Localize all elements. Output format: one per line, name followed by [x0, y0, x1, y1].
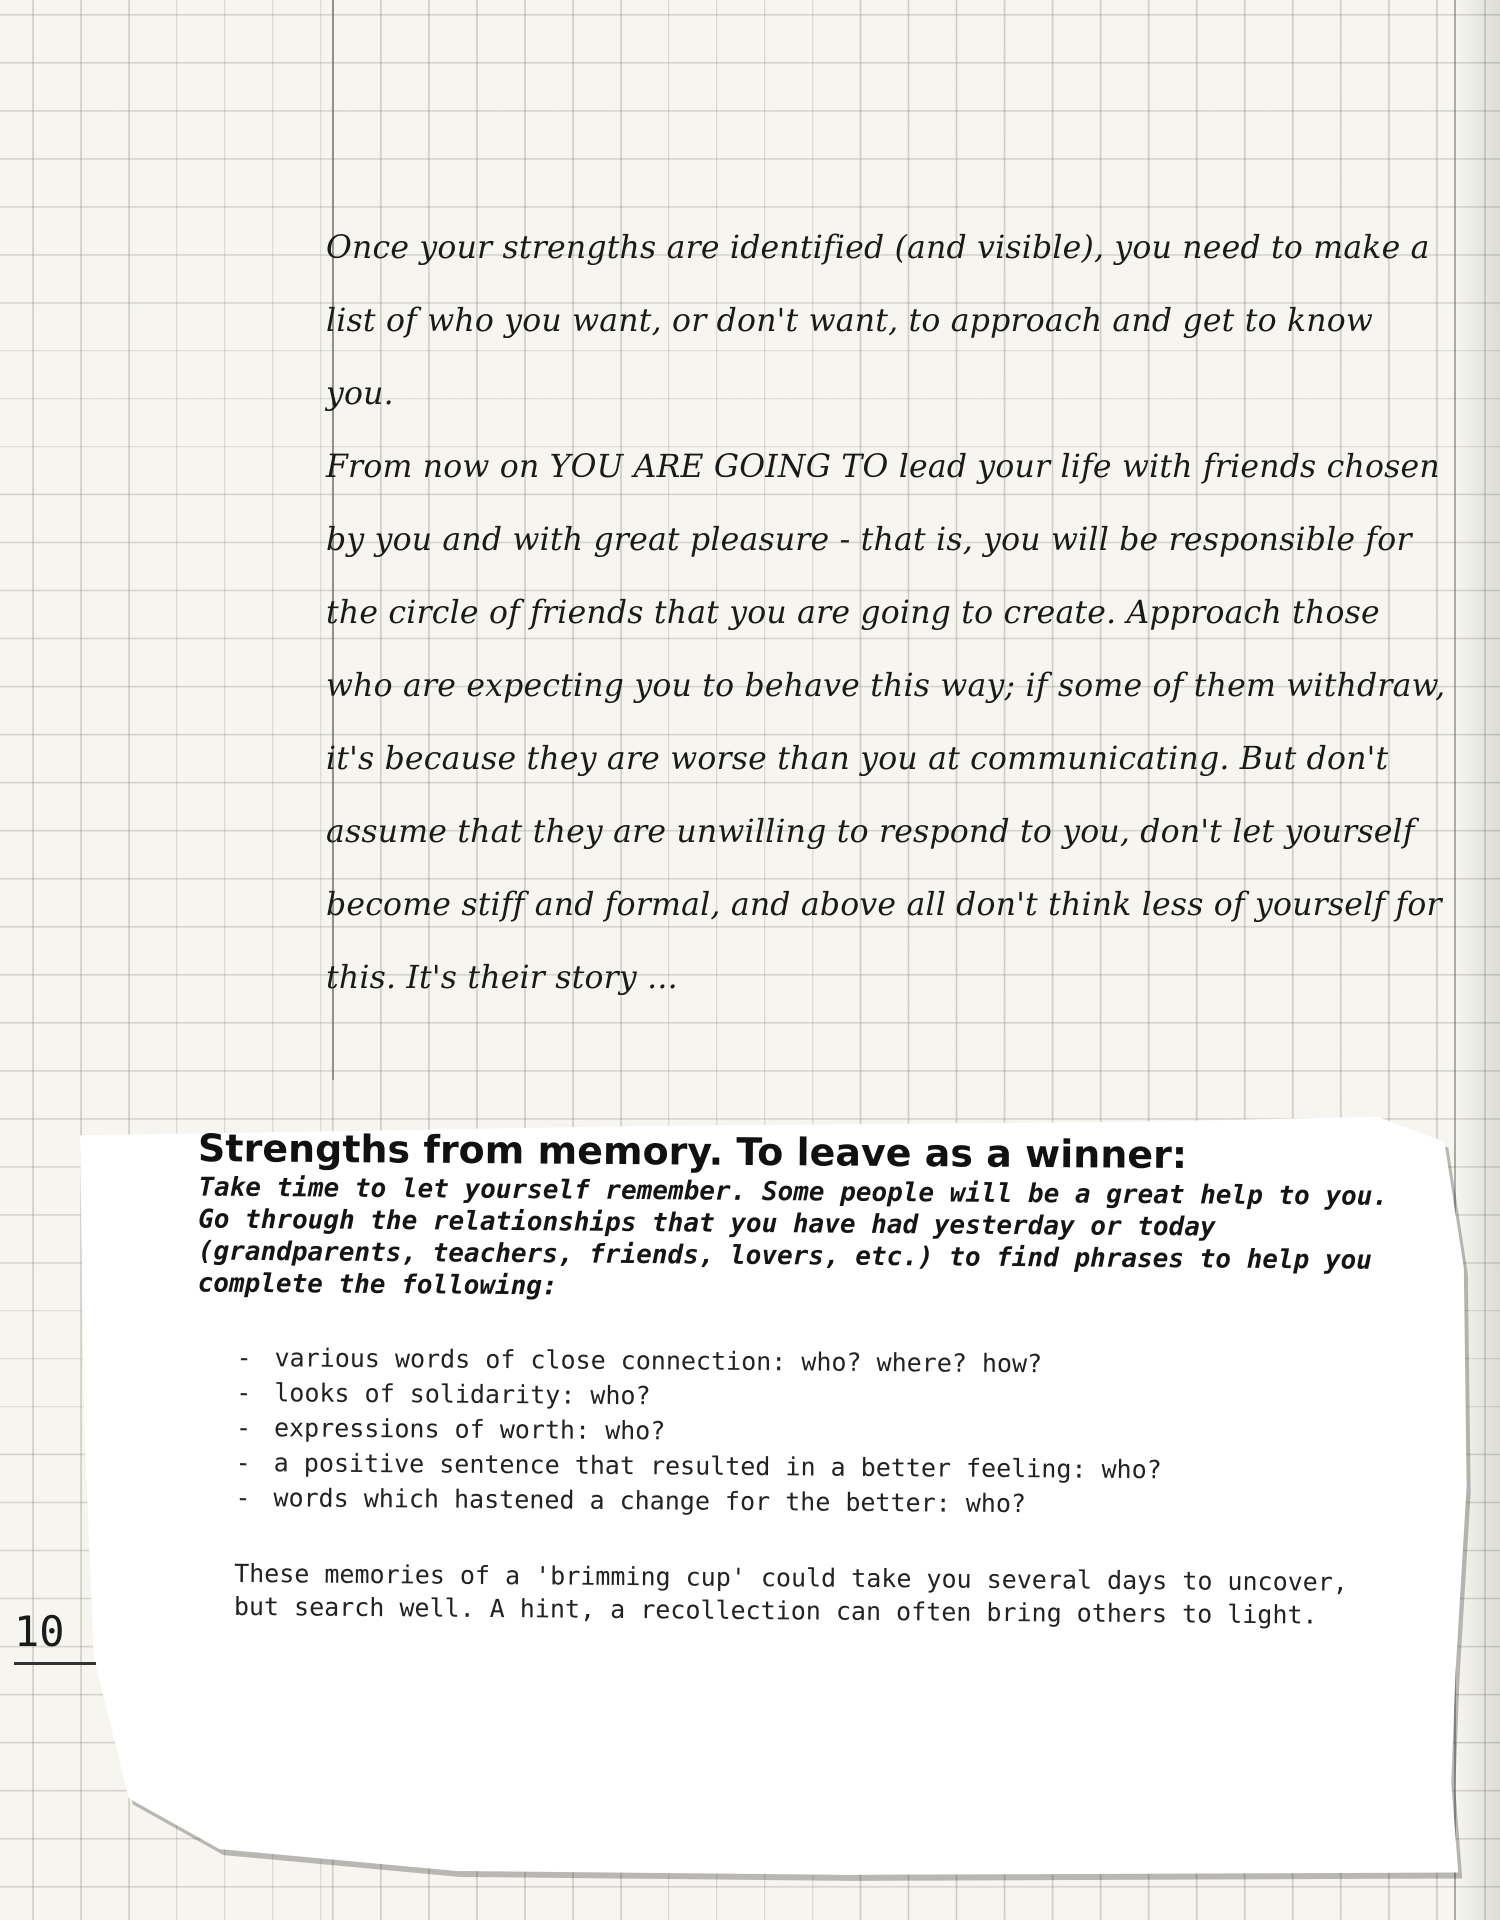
- handwritten-paragraph-1: Once your strengths are identified (and visible), you need to make a list of who you want, or don't want, to approach and get to know you.: [326, 230, 1430, 412]
- exercise-intro: Take time to let yourself remember. Some people will be a great help to you. Go through the relationships that you have had yesterday or today (grandparents, teachers, friends, lovers, etc.) to find phrases to help you complete the following:: [197, 1172, 1389, 1302]
- list-item: - looks of solidarity: who?: [236, 1375, 1386, 1419]
- list-item: - a positive sentence that resulted in a better feeling: who?: [236, 1445, 1386, 1489]
- handwritten-paragraph-2: From now on YOU ARE GOING TO lead your life with friends chosen by you and with great pleasure - that is, you will be responsible for the circle of friends that you are going to create. Approach those who are expecting you to behave this way; if some of them withdraw, it's because they are worse than you at communicating. But don't assume that they are unwilling to respond to you, don't let yourself become stiff and formal, and above all don't think less of yourself for this. It's their story ...: [326, 449, 1446, 996]
- list-item: - expressions of worth: who?: [236, 1410, 1386, 1454]
- exercise-outro: These memories of a 'brimming cup' could take you several days to uncover, but search well. A hint, a recollection can often bring others to light.: [233, 1558, 1349, 1630]
- exercise-title: Strengths from memory. To leave as a winner:: [197, 1126, 1188, 1177]
- exercise-list: [117, 1339, 1386, 1524]
- handwritten-note: [326, 212, 1446, 1015]
- list-item: - various words of close connection: who? where? how?: [236, 1340, 1386, 1384]
- page-number: 10: [14, 1608, 96, 1665]
- list-item: - words which hastened a change for the better: who?: [235, 1480, 1385, 1524]
- exercise-card: [118, 1126, 1398, 1630]
